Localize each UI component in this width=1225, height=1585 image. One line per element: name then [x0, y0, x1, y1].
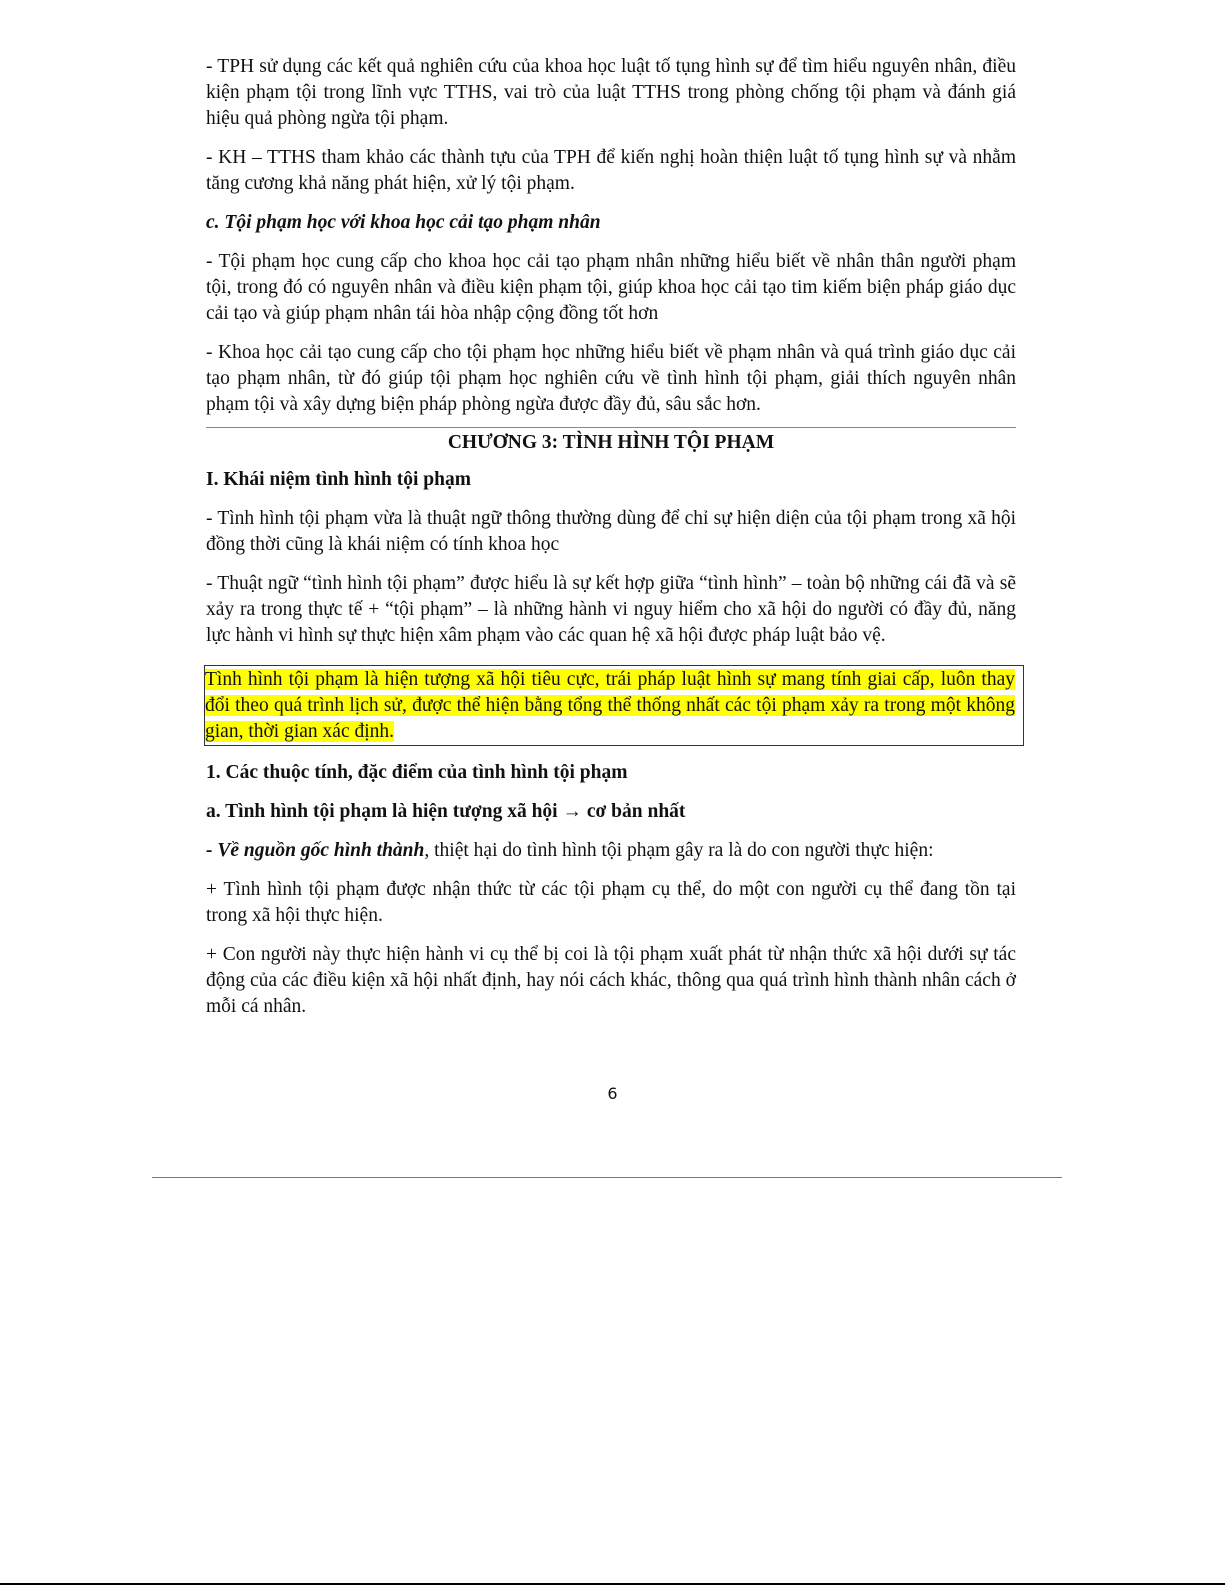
paragraph: - KH – TTHS tham khảo các thành tựu của TPH để kiến nghị hoàn thiện luật tố tụng hình sự và nhằm tăng cương khả năng phát hiện, xử lý tội phạm. — [206, 147, 1016, 194]
section-1-heading: 1. Các thuộc tính, đặc điểm của tình hình tội phạm — [206, 762, 628, 783]
section-a-heading: a. Tình hình tội phạm là hiện tượng xã hội → cơ bản nhất — [206, 801, 686, 822]
footer-divider — [152, 1177, 1062, 1178]
origin-rest: , thiệt hại do tình hình tội phạm gây ra là do con người thực hiện: — [424, 840, 934, 861]
chapter-title: CHƯƠNG 3: TÌNH HÌNH TỘI PHẠM — [447, 432, 775, 453]
origin-lead: - Về nguồn gốc hình thành — [206, 840, 425, 861]
page-number: 6 — [607, 1084, 618, 1103]
paragraph: - Khoa học cải tạo cung cấp cho tội phạm học những hiểu biết về phạm nhân và quá trình giáo dục cải tạo phạm nhân, từ đó giúp tội phạm học nghiên cứu về tình hình tội phạm, giải thích nguyên nhân phạm tội và xây dựng biện pháp phòng ngừa được đầy đủ, sâu sắc hơn. — [206, 342, 1016, 415]
section-c-heading: c. Tội phạm học với khoa học cải tạo phạm nhân — [206, 212, 601, 233]
definition-box — [204, 665, 1024, 746]
paragraph: + Con người này thực hiện hành vi cụ thể bị coi là tội phạm xuất phát từ nhận thức xã hội dưới sự tác động của các điều kiện xã hội nhất định, hay nói cách khác, thông qua quá trình hình thành nhân cách ở mỗi cá nhân. — [206, 944, 1016, 1017]
definition-highlight: Tình hình tội phạm là hiện tượng xã hội tiêu cực, trái pháp luật hình sự mang tính giai cấp, luôn thay đổi theo quá trình lịch sử, được thể hiện bằng tổng thể thống nhất các tội phạm xảy ra trong một không gian, thời gian xác định. — [205, 669, 1015, 742]
paragraph: + Tình hình tội phạm được nhận thức từ các tội phạm cụ thể, do một con người cụ thể đang tồn tại trong xã hội thực hiện. — [206, 879, 1016, 926]
paragraph: - Tội phạm học cung cấp cho khoa học cải tạo phạm nhân những hiểu biết về nhân thân người phạm tội, trong đó có nguyên nhân và điều kiện phạm tội, giúp khoa học cải tạo tim kiếm biện pháp giáo dục cải tạo và giúp phạm nhân tái hòa nhập cộng đồng tốt hơn — [206, 251, 1016, 324]
paragraph: - Tình hình tội phạm vừa là thuật ngữ thông thường dùng để chỉ sự hiện diện của tội phạm trong xã hội đồng thời cũng là khái niệm có tính khoa học — [206, 508, 1016, 555]
paragraph: - TPH sử dụng các kết quả nghiên cứu của khoa học luật tố tụng hình sự để tìm hiểu nguyên nhân, điều kiện phạm tội trong lĩnh vực TTHS, vai trò của luật TTHS trong phòng chống tội phạm và đánh giá hiệu quả phòng ngừa tội phạm. — [206, 56, 1016, 129]
origin-paragraph — [206, 838, 1016, 864]
paragraph: - Thuật ngữ “tình hình tội phạm” được hiểu là sự kết hợp giữa “tình hình” – toàn bộ những cái đã và sẽ xảy ra trong thực tế + “tội phạm” – là những hành vi nguy hiểm cho xã hội do người có đầy đủ, năng lực hành vi hình sự thực hiện xâm phạm vào các quan hệ xã hội được pháp luật bảo vệ. — [206, 573, 1016, 646]
chapter-divider — [206, 427, 1016, 428]
section-i-heading: I. Khái niệm tình hình tội phạm — [206, 469, 471, 490]
page-content — [206, 54, 1016, 1033]
